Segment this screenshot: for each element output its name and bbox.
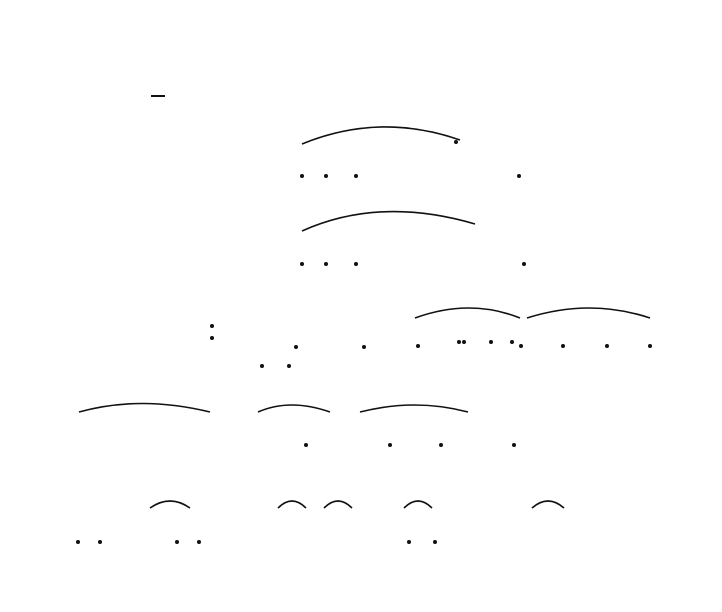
octave-dot xyxy=(260,364,264,368)
octave-dot xyxy=(98,540,102,544)
slur xyxy=(258,405,330,412)
octave-dot xyxy=(324,262,328,266)
octave-dot xyxy=(300,262,304,266)
octave-dot xyxy=(354,174,358,178)
octave-dot xyxy=(76,540,80,544)
octave-dot xyxy=(457,340,461,344)
octave-dot xyxy=(522,262,526,266)
repeat-dot xyxy=(210,336,214,340)
octave-dot xyxy=(561,344,565,348)
slur xyxy=(150,501,190,508)
octave-dot xyxy=(517,174,521,178)
octave-dot xyxy=(416,344,420,348)
octave-dot xyxy=(407,540,411,544)
slur xyxy=(527,308,650,318)
slur xyxy=(532,501,564,508)
octave-dot xyxy=(439,443,443,447)
octave-dot xyxy=(648,344,652,348)
octave-dot xyxy=(454,140,458,144)
octave-dot xyxy=(489,340,493,344)
slur xyxy=(302,212,475,231)
octave-dot xyxy=(433,540,437,544)
slur xyxy=(79,404,210,413)
slur xyxy=(415,308,520,318)
octave-dot xyxy=(362,345,366,349)
slur xyxy=(404,501,432,508)
octave-dot xyxy=(605,344,609,348)
octave-dot xyxy=(300,174,304,178)
octave-dot xyxy=(324,174,328,178)
octave-dot xyxy=(388,443,392,447)
octave-dot xyxy=(519,344,523,348)
slur xyxy=(360,405,468,412)
slur xyxy=(324,501,352,508)
octave-dot xyxy=(197,540,201,544)
slur xyxy=(302,127,460,144)
octave-dot xyxy=(304,443,308,447)
octave-dot xyxy=(354,262,358,266)
octave-dot xyxy=(462,340,466,344)
octave-dot xyxy=(287,364,291,368)
slur xyxy=(278,501,306,508)
octave-dot xyxy=(510,340,514,344)
repeat-dot xyxy=(210,324,214,328)
octave-dot xyxy=(175,540,179,544)
octave-dot xyxy=(294,345,298,349)
octave-dot xyxy=(512,443,516,447)
